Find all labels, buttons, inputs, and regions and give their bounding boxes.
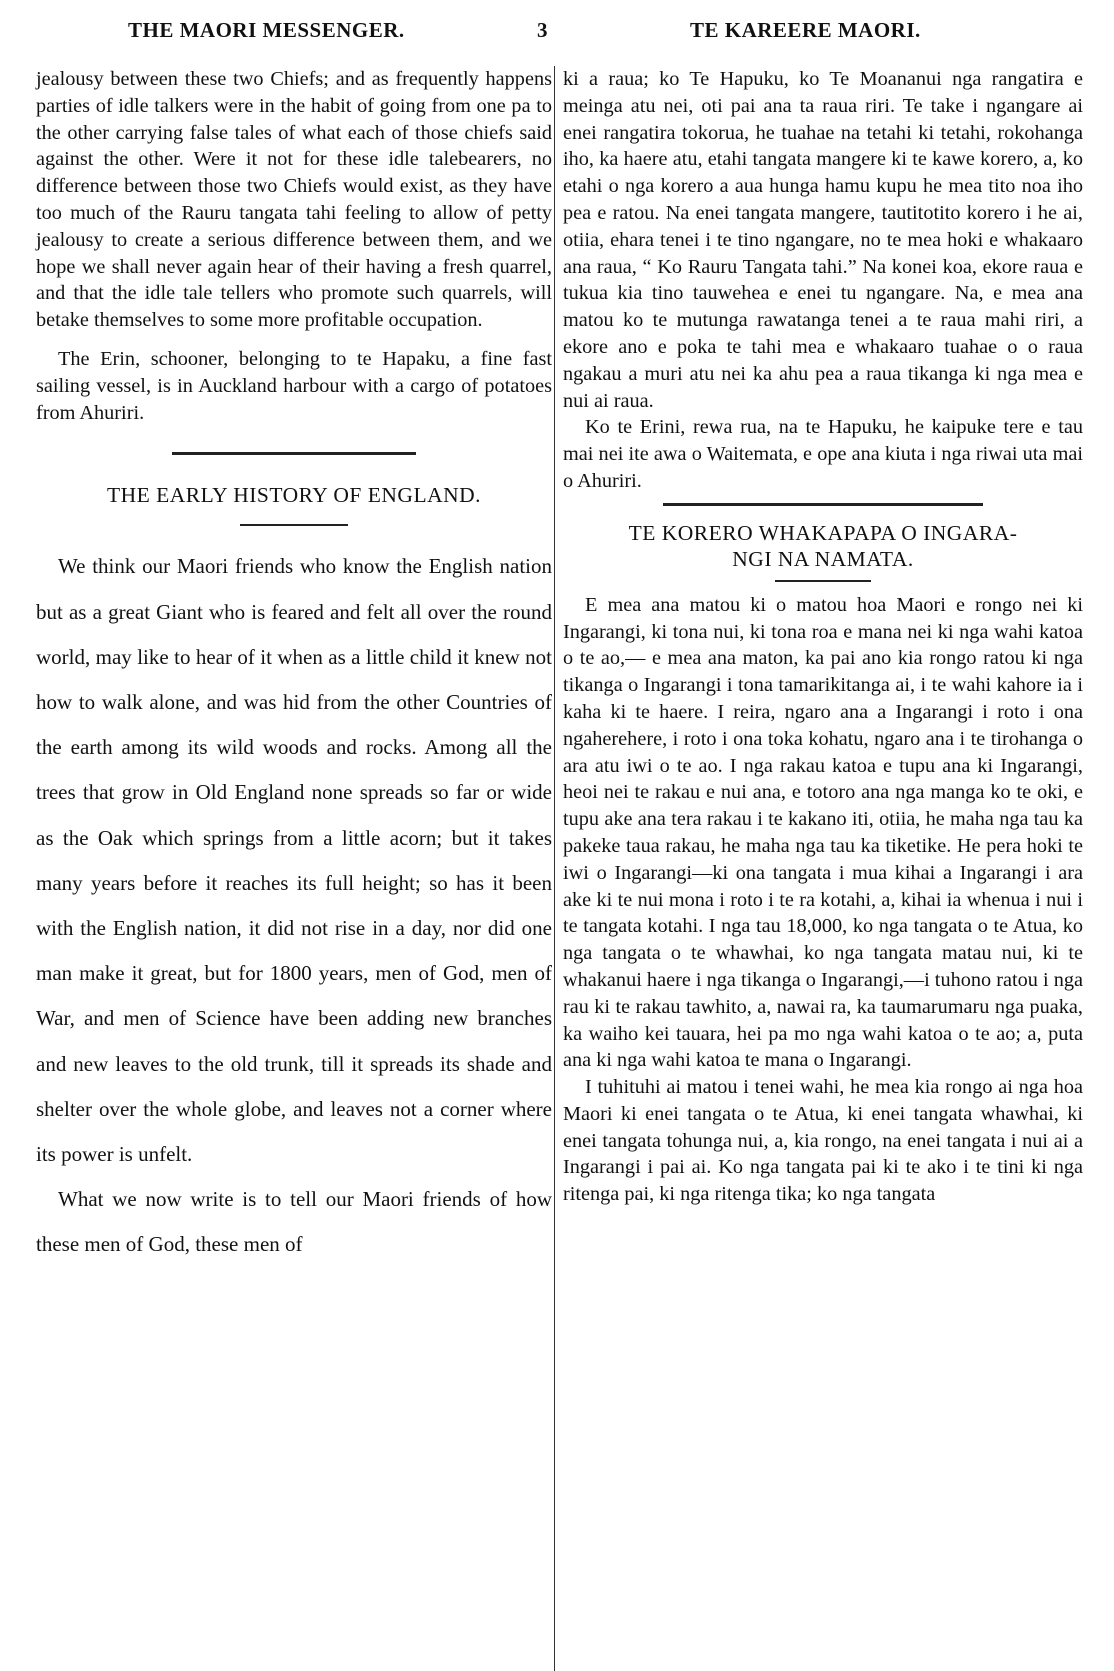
maori-paragraph-history: E mea ana matou ki o matou hoa Maori e rongo nei ki Ingarangi, ki tona nui, ki tona roa e mana nei ki nga wahi katoa o te ao,— e mea ana maton, ka pai ano kia rongo ratou ki nga tikanga o Ingarangi i tona tamarikitanga ai, i te wahi kahore ia i kaha ki te haere. I reira, ngaro ana a Ingarangi i roto i ona ngaherehere, i roto i ona toka kohatu, ngaro ana i te tirohanga o ara atu iwi o te ao. I nga rakau katoa e tupu ana ki Ingarangi, heoi nei te rakau e nui ana, e totoro ana nga manga ko te oki, e tupu ake ana tera rakau i te kakano iti, otiia, he maha nga tau ka pakeke taua rakau, he maha nga tau ka tiketike. He pera hoki te iwi o Ingarangi—ki ona tangata i mua kihai a Ingarangi i ara ake ki te nui mona i roto i te ra kotahi, a, kihai ia whenua i nui i te tangata kotahi. I nga tau 18,000, ko nga tangata o te Atua, ko nga tangata o te whawhai, ko nga tangata matau nui, ki te whakanui haere i nga tikanga o Ingarangi,—i tuhono ratou i nga rau ki te rakau tawhito, a, nawai ra, ka taumarumaru nga puaka, ka waiho kei tauara, hei pa mo nga wahi katoa o te ao; a, puta ana ki nga wahi katoa te mana o Ingarangi. [563,593,1083,1072]
maori-paragraph-chiefs: ki a raua; ko Te Hapuku, ko Te Moananui nga rangatira e meinga atu nei, oti pai ana ta raua riri. Te take i ngangare ai enei rangatira tokorua, he tuahae na tetahi ki tetahi, rokohanga iho, ka haere atu, etahi tangata mangere ki te kawe korero, a, ko etahi o nga korero a aua hunga hamu kupu he mea tito noa iho pea e ratou. Na enei tangata mangere, tautitotito korero i he ai, otiia, ehara tenei i te tino ngangare, no te mea hoki e whakaaro ana raua, “ Ko Rauru Tangata tahi.” Na konei koa, ekore raua e tukua kia tino tauwehea e enei tu ngangare. Na, e mea ana matou ko te mutunga rawatanga tenei a te raua mahi riri, a ekore ano e poka te tahi mea e whakaaro tuahae o o raua ngakau a muri atu nei ka ahu pea a raua tikanga ki nga mea e nui ai raua. [563,68,1083,412]
heading-rule [240,524,348,526]
page-number: 3 [537,18,548,42]
page-header [0,0,1114,58]
english-column [36,66,552,1268]
maori-paragraph-continued: I tuhituhi ai matou i tenei wahi, he mea kia rongo ai nga hoa Maori ki enei tangata o te Atua, ki enei tangata whawhai, ki enei tangata tohunga nui, a, kia rongo, na enei tangata i nui ai a Ingarangi i pai ai. Ko nga tangata pai ki te ako i te tini ki nga ritenga pai, ki nga ritenga tika; ko nga tangata [563,1076,1083,1206]
maori-masthead-title: TE KAREERE MAORI. [690,18,921,42]
maori-section-heading [563,520,1083,572]
maori-heading-line-1: TE KORERO WHAKAPAPA O INGARA- [628,520,1018,545]
section-rule [172,452,416,455]
english-section-heading: THE EARLY HISTORY OF ENGLAND. [106,483,482,508]
english-paragraph-continued: What we now write is to tell our Maori friends of how these men of God, these men of [36,1187,552,1257]
english-masthead-title: THE MAORI MESSENGER. [128,18,405,42]
english-paragraph-history: We think our Maori friends who know the English nation but as a great Giant who is feared and felt all over the round world, may like to hear of it when as a little child it knew not how to walk alone, and was hid from the other Countries of the earth among its wild woods and rocks. Among all the trees that grow in Old England none spreads so far or wide as the Oak which springs from a little acorn; but it takes many years before it reaches its full height; so has it been with the English nation, it did not rise in a day, nor did one man make it great, but for 1800 years, men of God, men of War, and men of Science have been adding new branches and new leaves to the old trunk, till it spreads its shade and shelter over the whole globe, and leaves not a corner where its power is unfelt. [36,554,552,1166]
heading-rule [775,580,871,582]
english-paragraph-chiefs: jealousy between these two Chiefs; and as frequently happens parties of idle talkers were in the habit of going from one pa to the other carrying false tales of what each of those chiefs said against the other. Were it not for these idle talebearers, no difference between those two Chiefs would exist, as they have too much of the Rauru tangata tahi feeling to allow of petty jealousy to create a serious difference between them, and we hope we shall never again hear of their having a fresh quarrel, and that the idle tale tellers who promote such quarrels, will betake themselves to some more profitable occupation. [36,68,552,332]
maori-paragraph-erin: Ko te Erini, rewa rua, na te Hapuku, he kaipuke tere e tau mai nei ite awa o Waitemata, e ope ana kiuta i nga riwai uta mai o Ahuriri. [563,416,1083,492]
maori-heading-line-2: NGI NA NAMATA. [732,546,914,571]
english-paragraph-erin: The Erin, schooner, belonging to te Hapaku, a fine fast sailing vessel, is in Auckland harbour with a cargo of potatoes from Ahuriri. [36,347,552,424]
section-rule [663,503,983,506]
maori-column [563,66,1083,1208]
column-divider [554,66,555,1671]
